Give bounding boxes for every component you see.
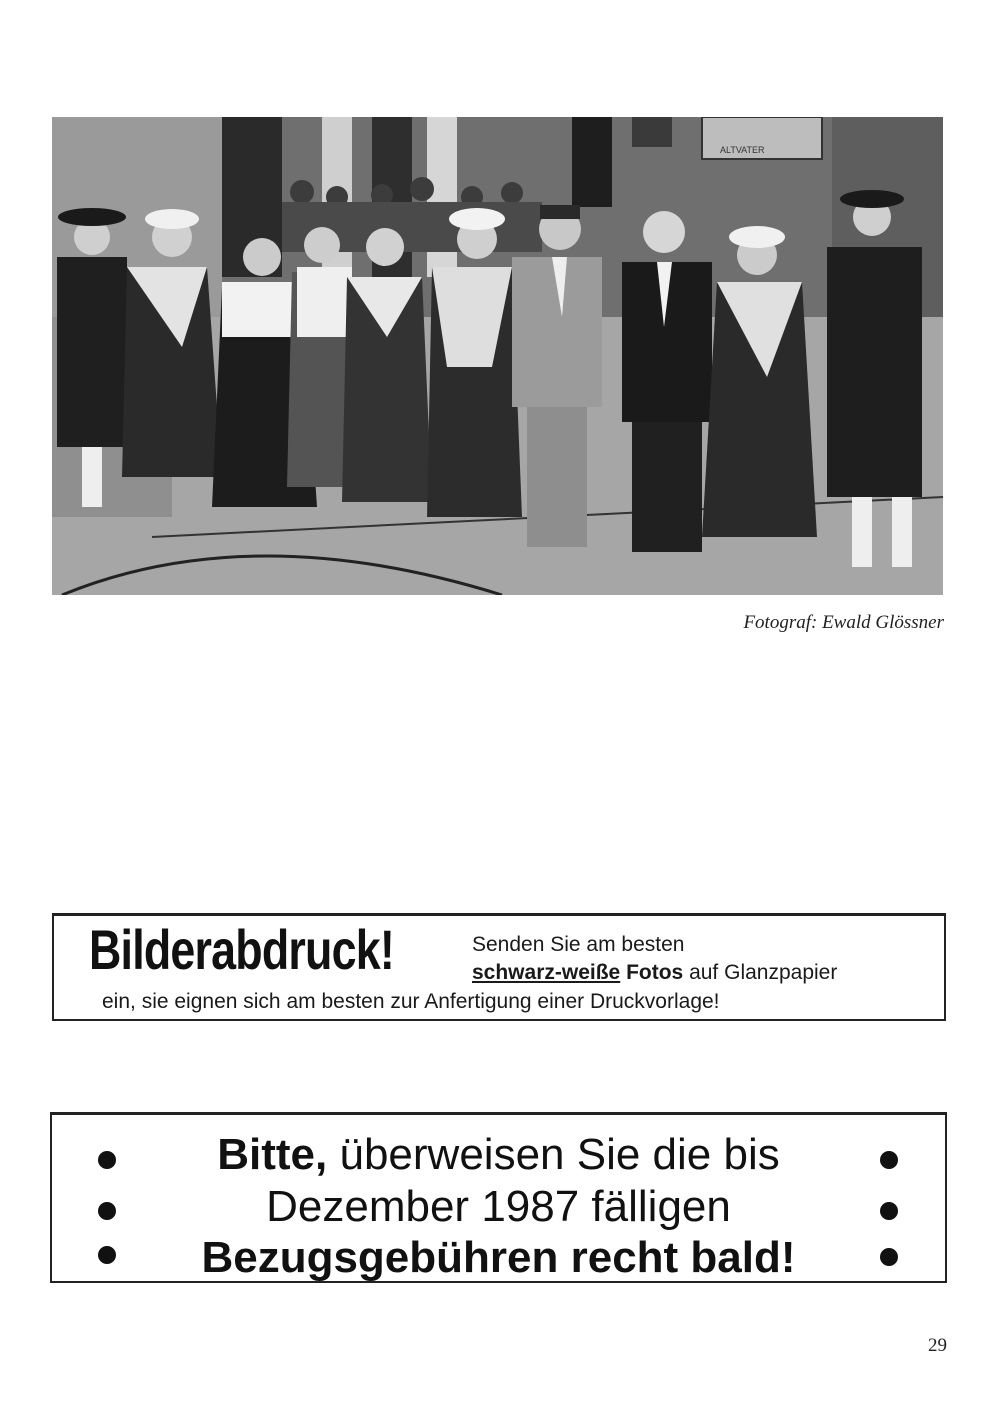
reminder-line-2: Dezember 1987 fälligen [266,1182,731,1231]
notice-line-1: Senden Sie am besten [472,933,685,956]
notice-headline: Bilderabdruck! [89,918,394,981]
payment-reminder-box [50,1112,947,1283]
photo-caption: Fotograf: Ewald Glössner [743,612,944,633]
reminder-line-3: Bezugsgebühren recht bald! [201,1233,796,1282]
group-photo [52,117,943,595]
group-photo-illustration [52,117,943,595]
notice-underlined-text: schwarz-weiße [472,961,621,984]
notice-line-2 [472,961,837,985]
banner-text: ALTVATER [720,145,765,155]
page-number: 29 [928,1335,947,1356]
notice-line-3: ein, sie eignen sich am besten zur Anfertigung einer Druckvorlage! [102,990,720,1013]
notice-line-2-rest: auf Glanzpapier [689,961,838,984]
reminder-bold-text: Bitte, [217,1130,328,1179]
reminder-line-1 [52,1130,945,1179]
reminder-line-1-rest: überweisen Sie die bis [339,1130,780,1179]
notice-bold-text: Fotos [626,961,684,984]
photo-notice-box [52,913,946,1021]
